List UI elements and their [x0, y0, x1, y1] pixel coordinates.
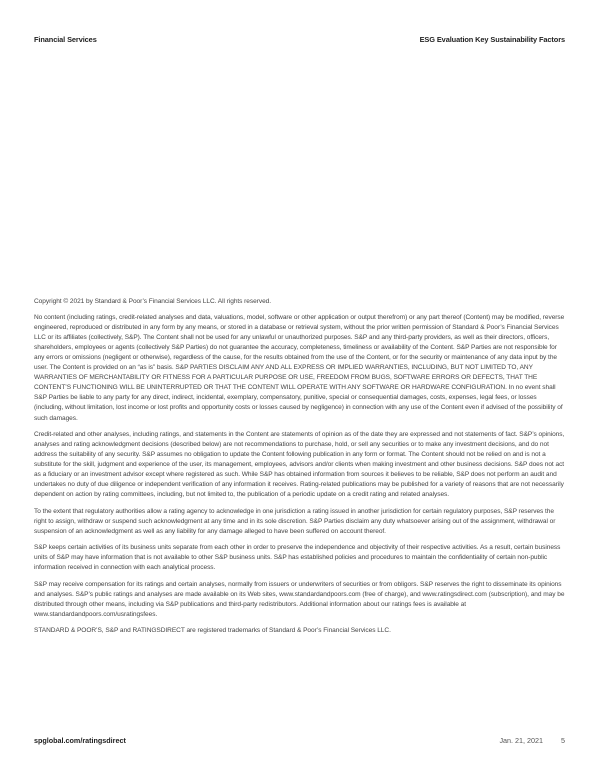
publication-date: Jan. 21, 2021	[499, 735, 543, 745]
header-report-title: ESG Evaluation Key Sustainability Factors	[419, 34, 565, 44]
disclaimer-paragraph-separation: S&P keeps certain activities of its business units separate from each other in order to preserve the independence and objectivity of their respective activities. As a result, certain business units of S&P may have information that is not available to other S&P business units. S&P has established policies and procedures to maintain the confidentiality of certain non-public information received in connection with each analytical process.	[34, 544, 561, 572]
disclaimer-body	[34, 297, 566, 642]
page-footer	[34, 734, 565, 746]
page-header	[34, 33, 565, 45]
footer-meta	[499, 736, 565, 745]
disclaimer-paragraph-compensation: S&P may receive compensation for its ratings and certain analyses, normally from issuers or underwriters of securities or from obligors. S&P reserves the right to disseminate its opinions and analyses. S&P’s public ratings and analyses are made available on its Web sites, www.standardandpoors.com (free of charge), and www.ratingsdirect.com (subscription), and may be distributed through other means, including via S&P publications and third-party redistributors. Additional information about our ratings fees is available at www.standardandpoors.com/usratingsfees.	[34, 580, 565, 618]
disclaimer-paragraph-regulatory: To the extent that regulatory authorities allow a rating agency to acknowledge in one jurisdiction a rating issued in another jurisdiction for certain regulatory purposes, S&P reserves the right to assign, withdraw or suspend such acknowledgment at any time and in its sole discretion. S&P Parties disclaim any duty whatsoever arising out of the assignment, withdrawal or suspension of an acknowledgment as well as any liability for any damage alleged to have been suffered on account thereof.	[34, 507, 556, 535]
trademark-notice: STANDARD & POOR’S, S&P and RATINGSDIRECT are registered trademarks of Standard & Poor’s Financial Services LLC.	[34, 627, 391, 635]
copyright-notice: Copyright © 2021 by Standard & Poor’s Financial Services LLC. All rights reserved.	[34, 298, 272, 305]
footer-url-link[interactable]: spglobal.com/ratingsdirect	[34, 735, 126, 745]
page-number: 5	[561, 735, 565, 745]
disclaimer-paragraph-content-use: No content (including ratings, credit-related analyses and data, valuations, model, software or other application or output therefrom) or any part thereof (Content) may be modified, reverse engineered, reproduced or distributed in any form by any means, or stored in a database or retrieval system, without the prior written permission of Standard & Poor’s Financial Services LLC or its affiliates (collectively, S&P). The Content shall not be used for any unlawful or unauthorized purposes. S&P and any third-party providers, as well as their directors, officers, shareholders, employees or agents (collectively S&P Parties) do not guarantee the accuracy, completeness, timeliness or availability of the Content. S&P Parties are not responsible for any errors or omissions (negligent or otherwise), regardless of the cause, for the results obtained from the use of the Content, or for the security or maintenance of any data input by the user. The Content is provided on an “as is” basis. S&P PARTIES DISCLAIM ANY AND ALL EXPRESS OR IMPLIED WARRANTIES, INCLUDING, BUT NOT LIMITED TO, ANY WARRANTIES OF MERCHANTABILITY OR FITNESS FOR A PARTICULAR PURPOSE OR USE, FREEDOM FROM BUGS, SOFTWARE ERRORS OR DEFECTS, THAT THE CONTENT’S FUNCTIONING WILL BE UNINTERRUPTED OR THAT THE CONTENT WILL OPERATE WITH ANY SOFTWARE OR HARDWARE CONFIGURATION. In no event shall S&P Parties be liable to any party for any direct, indirect, incidental, exemplary, compensatory, punitive, special or consequential damages, costs, expenses, legal fees, or losses (including, without limitation, lost income or lost profits and opportunity costs or losses caused by negligence) in connection with any use of the Content even if advised of the possibility of such damages.	[34, 313, 565, 422]
header-section-title: Financial Services	[34, 34, 97, 44]
disclaimer-paragraph-opinions: Credit-related and other analyses, including ratings, and statements in the Content are statements of opinion as of the date they are expressed and not statements of fact. S&P’s opinions, analyses and rating acknowledgment decisions (described below) are not recommendations to purchase, hold, or sell any securities or to make any investment decisions, and do not address the suitability of any security. S&P assumes no obligation to update the Content following publication in any form or format. The Content should not be relied on and is not a substitute for the skill, judgment and experience of the user, its management, employees, advisors and/or clients when making investment and other business decisions. S&P does not act as a fiduciary or an investment advisor except where registered as such. While S&P has obtained information from sources it believes to be reliable, S&P does not perform an audit and undertakes no duty of due diligence or independent verification of any information it receives. Rating-related publications may be published for a variety of reasons that are not necessarily dependent on action by rating committees, including, but not limited to, the publication of a periodic update on a credit rating and related analyses.	[34, 430, 565, 499]
